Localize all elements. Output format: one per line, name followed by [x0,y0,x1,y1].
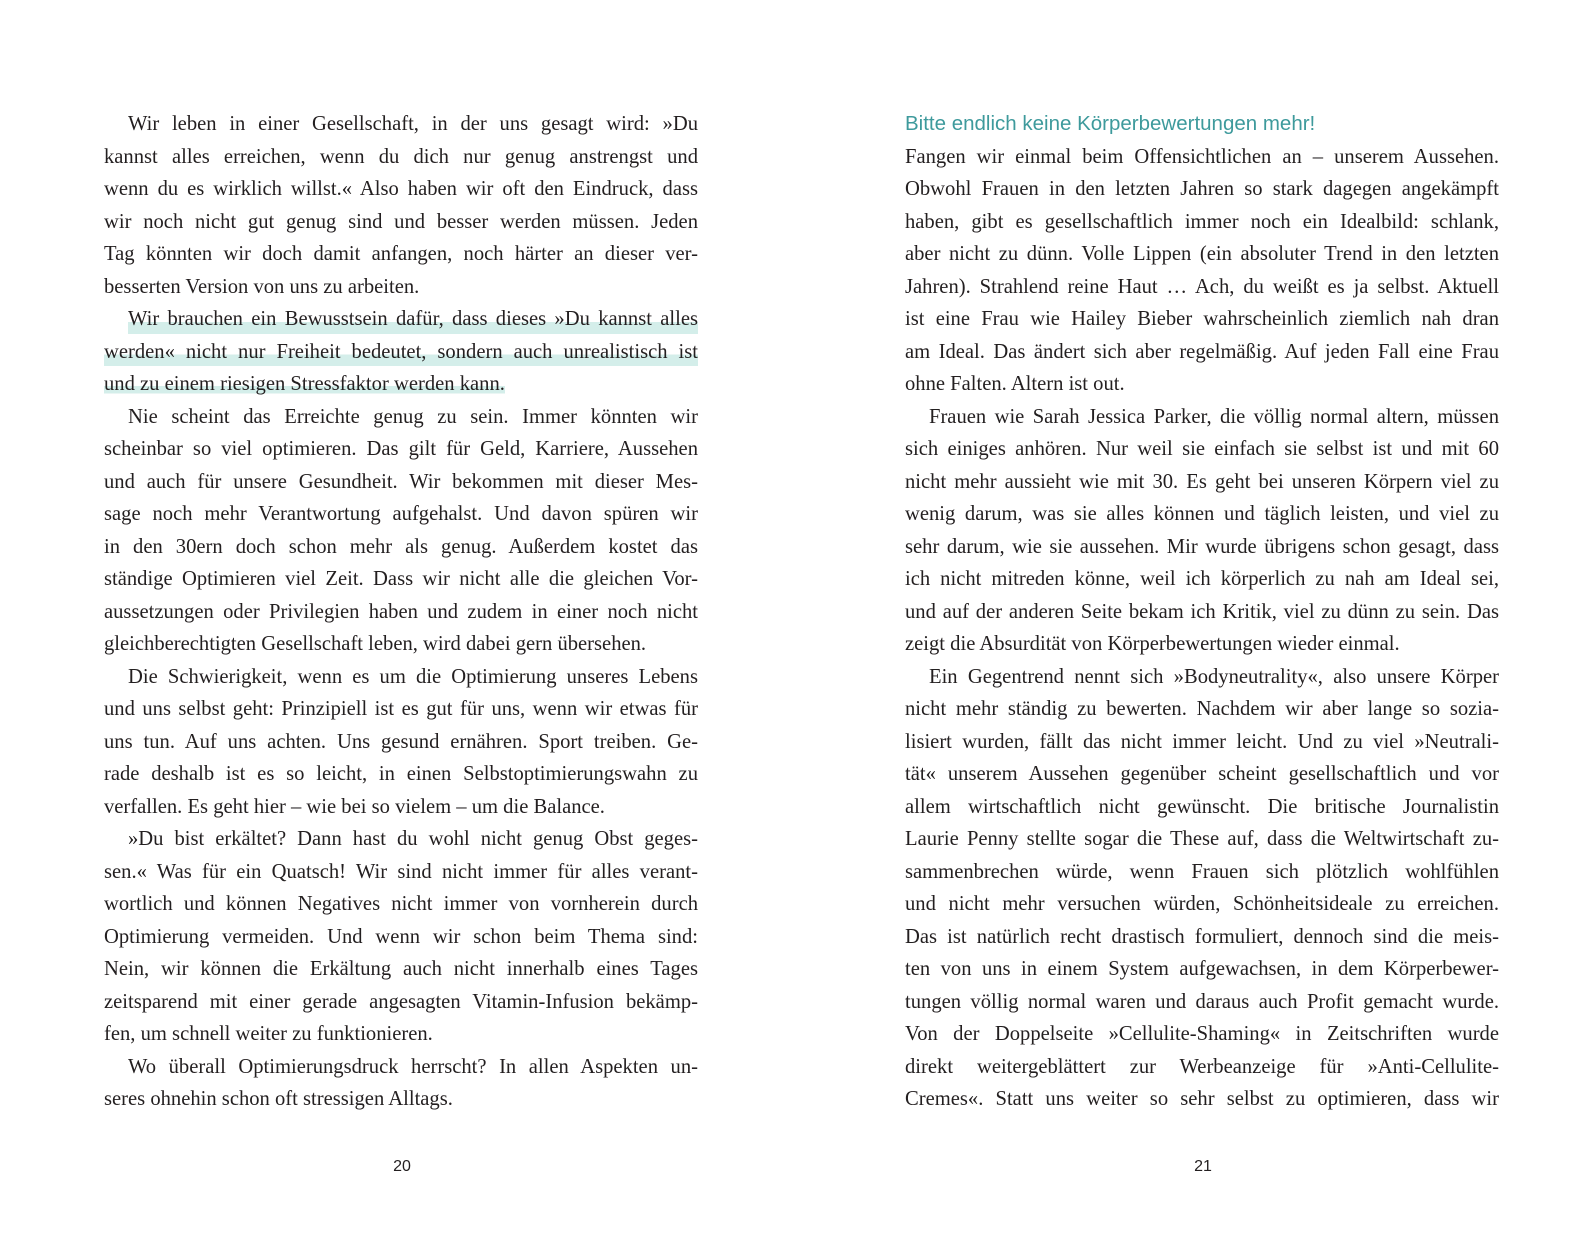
text-line: Wir leben in einer Gesellschaft, in der uns gesagt wird: »Du [128,113,698,135]
right-page-text [905,141,1499,1116]
text-line: seres ohnehin schon oft stressigen Alltags. [104,1088,453,1110]
text-line: sehr darum, wie sie aussehen. Mir wurde übrigens schon gesagt, dass [905,535,1499,558]
text-line: Nie scheint das Erreichte genug zu sein. Immer könnten wir [128,405,698,428]
text-line: und uns selbst geht: Prinzipiell ist es gut für uns, wenn wir etwas für [104,698,698,720]
text-line: ständige Optimieren viel Zeit. Dass wir nicht alle die gleichen Vor- [104,568,698,590]
left-page-text [104,108,698,1116]
text-line: Optimierung vermeiden. Und wenn wir schon beim Thema sind: [104,925,698,948]
text-line: sich einiges anhören. Nur weil sie einfach sie selbst ist und mit 60 [905,438,1499,460]
text-line: Fangen wir einmal beim Offensichtlichen an – unserem Aussehen. [905,145,1499,168]
text-line: Von der Doppelseite »Cellulite-Shaming« in Zeitschriften wurde [905,1023,1499,1045]
text-line: Frauen wie Sarah Jessica Parker, die völlig normal altern, müssen [929,405,1499,428]
text-line: direkt weitergeblättert zur Werbeanzeige für »Anti-Cellulite- [905,1055,1499,1078]
text-line: Tag könnten wir doch damit anfangen, noch härter an dieser ver- [104,243,698,265]
text-line: Ein Gegentrend nennt sich »Bodyneutrality«, also unsere Körper [929,665,1499,688]
text-line: Cremes«. Statt uns weiter so sehr selbst zu optimieren, dass wir [905,1088,1499,1110]
text-line: haben, gibt es gesellschaftlich immer noch ein Idealbild: schlank, [905,210,1499,233]
highlighted-text: und zu einem riesigen Stressfaktor werden kann. [104,373,505,395]
text-line: und auch für unsere Gesundheit. Wir bekommen mit dieser Mes- [104,470,698,493]
text-line: sen.« Was für ein Quatsch! Wir sind nicht immer für alles verant- [104,860,698,883]
text-line: ich nicht mitreden könne, weil ich körperlich zu nah am Ideal sei, [905,568,1499,590]
text-line: kannst alles erreichen, wenn du dich nur genug anstrengst und [104,145,698,168]
text-line: sammenbrechen würde, wenn Frauen sich plötzlich wohlfühlen [905,860,1499,883]
text-line: gleichberechtigten Gesellschaft leben, wird dabei gern übersehen. [104,633,647,655]
text-line: besserten Version von uns zu arbeiten. [104,275,420,298]
text-line [104,303,698,336]
text-line: fen, um schnell weiter zu funktionieren. [104,1023,433,1045]
text-line: nicht mehr aussieht wie mit 30. Es geht bei unseren Körpern viel zu [905,470,1499,493]
left-page [104,108,698,1116]
text-line: scheinbar so viel optimieren. Das gilt für Geld, Karriere, Aussehen [104,438,698,460]
text-line: Jahren). Strahlend reine Haut … Ach, du weißt es ja selbst. Aktuell [905,275,1499,298]
text-line: Die Schwierigkeit, wenn es um die Optimierung unseres Lebens [128,665,698,688]
page-number-right: 21 [1194,1158,1212,1175]
text-line: Das ist natürlich recht drastisch formuliert, dennoch sind die meis- [905,925,1499,948]
text-line: am Ideal. Das ändert sich aber regelmäßig. Auf jeden Fall eine Frau [905,340,1499,363]
text-line: Nein, wir können die Erkältung auch nicht innerhalb eines Tages [104,958,698,980]
text-line: tät« unserem Aussehen gegenüber scheint gesellschaftlich und vor [905,763,1499,785]
text-line: wenn du es wirklich willst.« Also haben wir oft den Eindruck, dass [104,178,698,200]
text-line: aber nicht zu dünn. Volle Lippen (ein absoluter Trend in den letzten [905,243,1499,265]
text-line: rade deshalb ist es so leicht, in einen Selbstoptimierungswahn zu [104,763,698,785]
page-number-left: 20 [393,1158,411,1175]
text-line: ohne Falten. Altern ist out. [905,373,1125,395]
highlighted-text: werden« nicht nur Freiheit bedeutet, sondern auch unrealistisch ist [104,336,698,369]
text-line: ten von uns in einem System aufgewachsen, in dem Körperbewer- [905,958,1499,980]
text-line: aussetzungen oder Privilegien haben und zudem in einer noch nicht [104,600,698,623]
text-line: wortlich und können Negatives nicht immer von vornherein durch [104,893,698,915]
right-page [905,108,1499,1116]
text-line: in den 30ern doch schon mehr als genug. Außerdem kostet das [104,535,698,558]
text-line: »Du bist erkältet? Dann hast du wohl nicht genug Obst geges- [128,828,698,850]
text-line [104,336,698,369]
text-line: wir noch nicht gut genug sind und besser werden müssen. Jeden [104,210,698,233]
text-line: wenig darum, was sie alles können und täglich leisten, und viel zu [905,503,1499,525]
text-line: Obwohl Frauen in den letzten Jahren so stark dagegen angekämpft [905,178,1499,200]
text-line: und nicht mehr versuchen würden, Schönheitsideale zu erreichen. [905,893,1499,915]
text-line: sage noch mehr Verantwortung aufgehalst. Und davon spüren wir [104,503,698,525]
text-line: nicht mehr ständig zu bewerten. Nachdem wir aber lange so sozia- [905,698,1499,720]
section-heading: Bitte endlich keine Körperbewertungen mehr! [905,112,1316,135]
text-line: tungen völlig normal waren und daraus auch Profit gemacht wurde. [905,990,1499,1013]
text-line: uns tun. Auf uns achten. Uns gesund ernähren. Sport treiben. Ge- [104,730,698,753]
text-line: und auf der anderen Seite bekam ich Kritik, viel zu dünn zu sein. Das [905,600,1499,623]
text-line: lisiert wurden, fällt das nicht immer leicht. Und zu viel »Neutrali- [905,730,1499,753]
text-line: ist eine Frau wie Hailey Bieber wahrscheinlich ziemlich nah dran [905,308,1499,330]
text-line: verfallen. Es geht hier – wie bei so vielem – um die Balance. [104,795,605,818]
text-line: Laurie Penny stellte sogar die These auf, dass die Weltwirtschaft zu- [905,828,1499,850]
text-line: zeigt die Absurdität von Körperbewertungen wieder einmal. [905,633,1400,655]
highlighted-text: Wir brauchen ein Bewusstsein dafür, dass dieses »Du kannst alles [128,303,698,336]
text-line: allem wirtschaftlich nicht gewünscht. Die britische Journalistin [905,795,1499,818]
text-line: Wo überall Optimierungsdruck herrscht? In allen Aspekten un- [128,1055,698,1078]
text-line [104,368,698,401]
text-line: zeitsparend mit einer gerade angesagten Vitamin-Infusion bekämp- [104,990,698,1013]
